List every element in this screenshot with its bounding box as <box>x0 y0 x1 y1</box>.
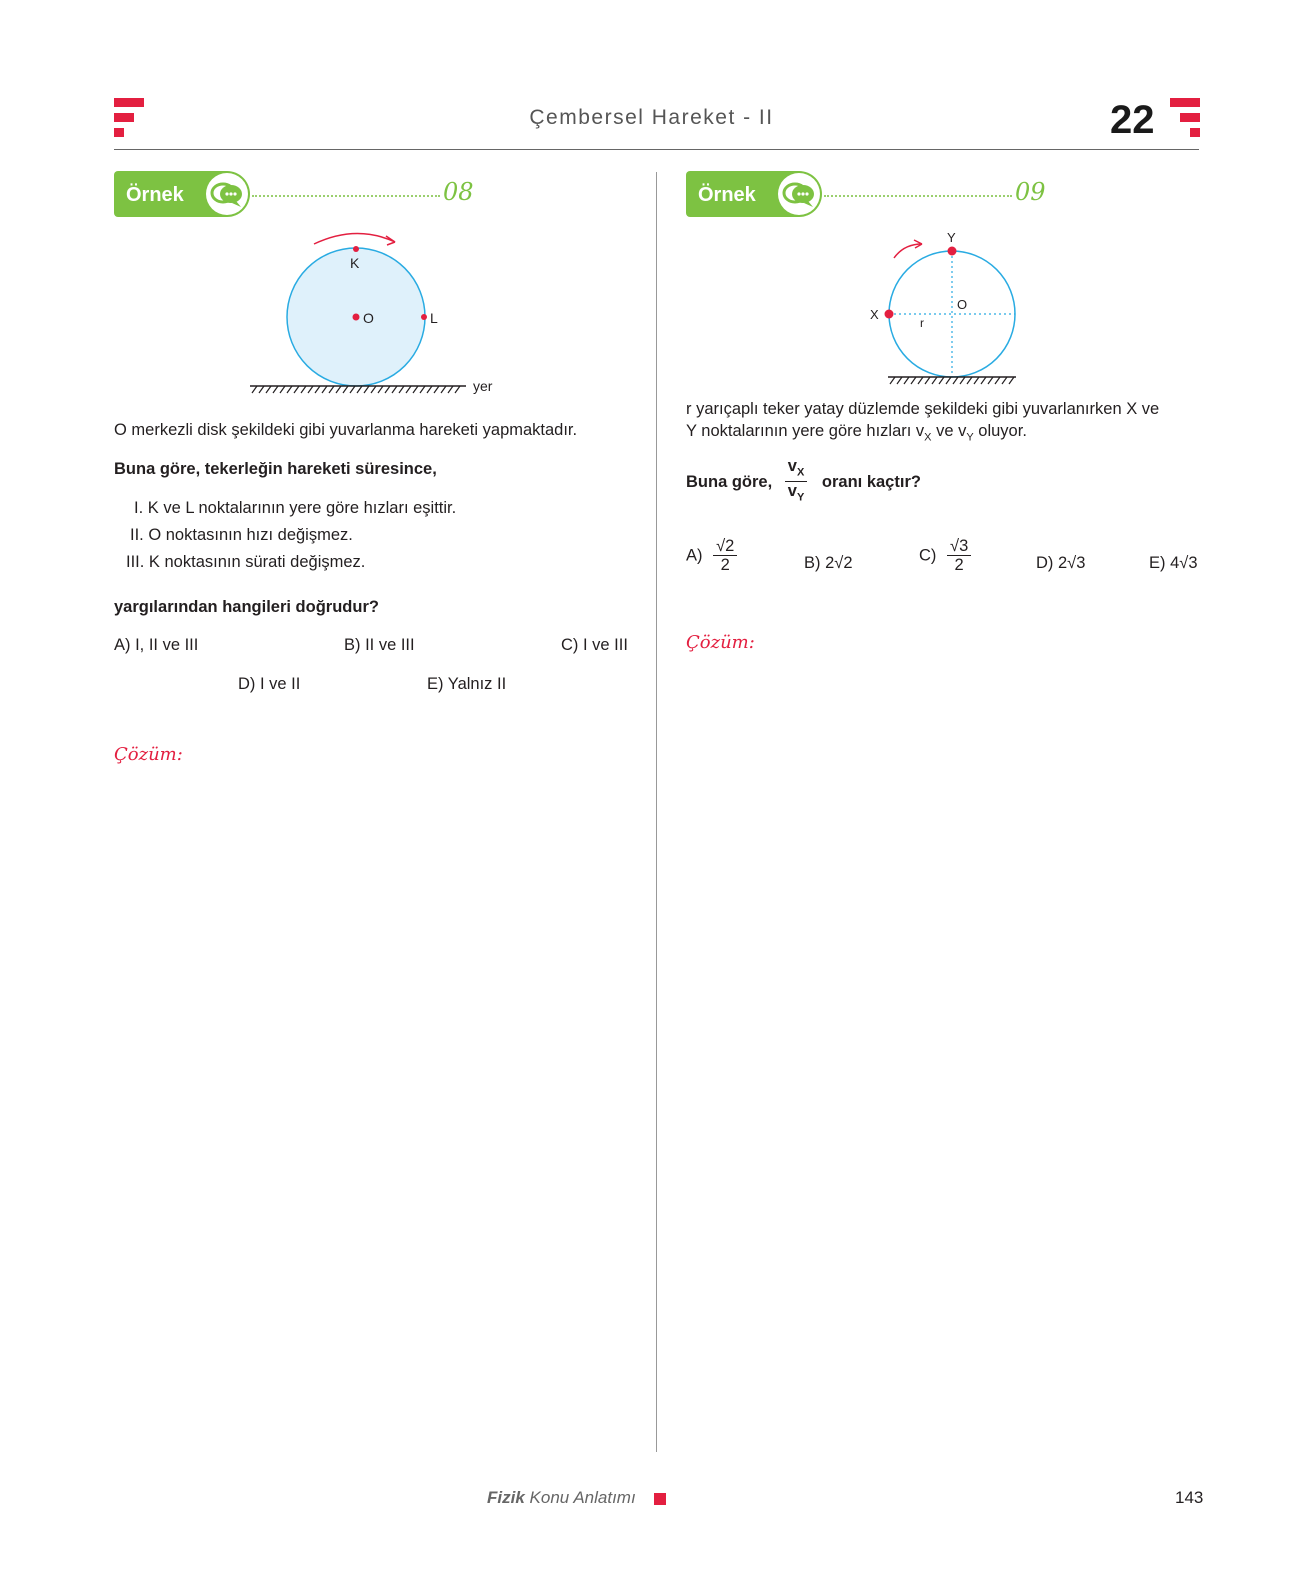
speech-bubble-icon <box>778 173 820 215</box>
wheel <box>889 251 1015 377</box>
publisher-logo-right <box>1170 98 1200 138</box>
wheel-figure <box>860 228 1030 388</box>
example1-option-C[interactable]: C) I ve III <box>561 636 628 654</box>
ground-hatching <box>252 386 460 393</box>
example2-question: Buna göre, $\frac{v_X}{v_Y}$ oranı kaçtır? <box>686 457 921 507</box>
example2-statement-line1: r yarıçaplı teker yatay düzlemde şekildeki gibi yuvarlanırken X ve <box>686 400 1160 418</box>
point-X <box>885 310 894 319</box>
example1-item-2: II. O noktasının hızı değişmez. <box>130 526 353 544</box>
chapter-number: 22 <box>1110 98 1155 142</box>
example1-question-intro: Buna göre, tekerleğin hareketi süresince, <box>114 460 437 478</box>
point-K <box>353 246 359 252</box>
example-dotted-leader <box>252 195 440 197</box>
example2-option-B[interactable]: B) 2√2 <box>804 554 853 572</box>
point-L <box>421 314 427 320</box>
velocity-ratio-fraction: $\frac{v_X}{v_Y}$ <box>785 457 808 507</box>
point-Y <box>948 247 957 256</box>
label-r: r <box>920 316 924 330</box>
rolling-disk-figure <box>240 226 510 406</box>
example1-option-E[interactable]: E) Yalnız II <box>427 675 507 693</box>
example2-solution-label: Çözüm: <box>686 632 755 653</box>
label-X: X <box>870 307 879 322</box>
label-O: O <box>363 310 374 326</box>
example1-solution-label: Çözüm: <box>114 744 183 765</box>
example-badge <box>686 171 822 217</box>
example1-option-B[interactable]: B) II ve III <box>344 636 415 654</box>
page-number: 143 <box>1175 1488 1204 1507</box>
header-divider <box>114 149 1199 150</box>
example2-option-C[interactable]: C) $\frac{√3}{2}$ <box>919 537 971 574</box>
example1-item-1: I. K ve L noktalarının yere göre hızları eşittir. <box>134 499 457 517</box>
ground-hatching <box>890 377 1014 384</box>
example2-statement-line2: Y noktalarının yere göre hızları $v_X$ ve $v_Y$ oluyor. <box>686 422 1027 444</box>
example1-option-D[interactable]: D) I ve II <box>238 675 301 693</box>
label-K: K <box>350 255 360 271</box>
label-L: L <box>430 310 438 326</box>
example-dotted-leader <box>824 195 1012 197</box>
example1-question-end: yargılarından hangileri doğrudur? <box>114 598 379 616</box>
footer-square-icon <box>654 1493 666 1505</box>
example-badge-label: Örnek <box>126 184 184 206</box>
label-ground: yer <box>473 378 493 394</box>
label-Y: Y <box>947 230 956 245</box>
label-O: O <box>957 297 968 312</box>
example-number: 08 <box>443 178 474 206</box>
speech-bubble-icon <box>206 173 248 215</box>
rotation-arrow <box>314 233 395 244</box>
point-O <box>353 314 360 321</box>
example-badge <box>114 171 250 217</box>
example2-option-D[interactable]: D) 2√3 <box>1036 554 1086 572</box>
example1-statement: O merkezli disk şekildeki gibi yuvarlanma hareketi yapmaktadır. <box>114 421 578 439</box>
example1-item-3: III. K noktasının sürati değişmez. <box>126 553 366 571</box>
example-badge-label: Örnek <box>698 184 756 206</box>
footer-book-title: Fizik Konu Anlatımı <box>487 1488 636 1507</box>
example2-option-A[interactable]: A) $\frac{√2}{2}$ <box>686 537 737 574</box>
example1-option-A[interactable]: A) I, II ve III <box>114 636 199 654</box>
example-number: 09 <box>1015 178 1046 206</box>
page-title: Çembersel Hareket - II <box>529 106 774 129</box>
example2-option-E[interactable]: E) 4√3 <box>1149 554 1198 572</box>
column-divider <box>656 172 657 1452</box>
